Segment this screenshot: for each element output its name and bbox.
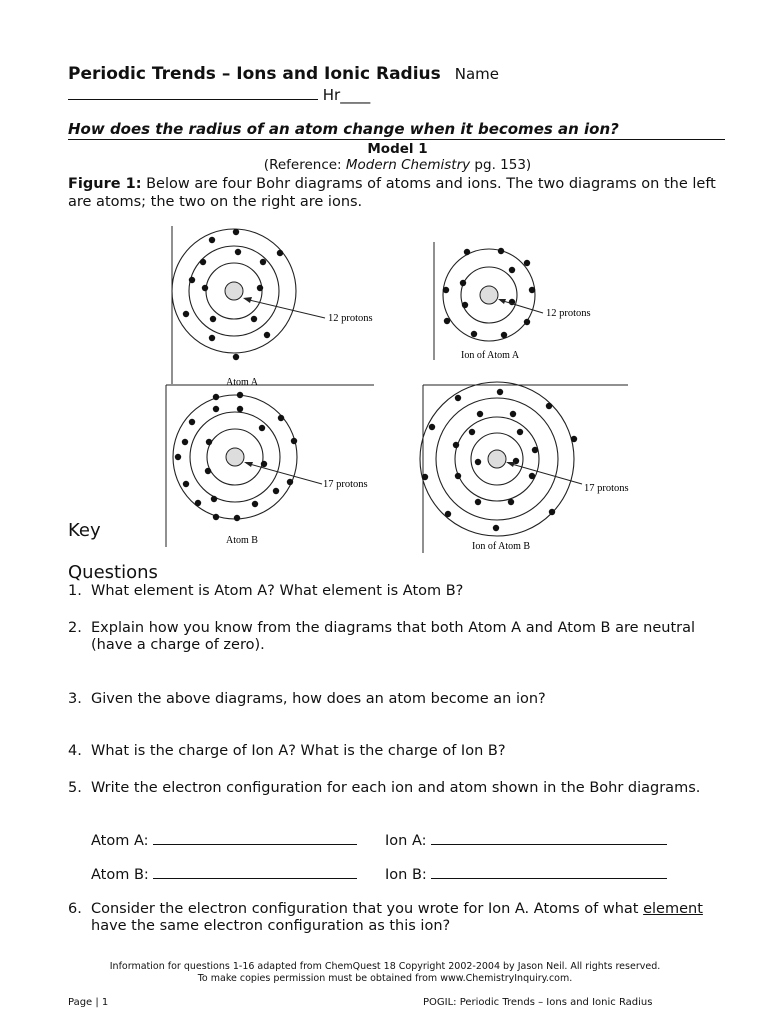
question-4 — [68, 743, 738, 760]
atom-b-config-blank[interactable] — [153, 866, 357, 879]
question-text: What is the charge of Ion A? What is the charge of Ion B? — [91, 743, 506, 759]
ion-b-config — [385, 866, 667, 883]
page-number: Page | 1 — [68, 997, 109, 1008]
question-2 — [68, 620, 738, 654]
atom-b-caption: Atom B — [226, 535, 258, 546]
question-number: 5. — [68, 780, 82, 796]
name-label: Name — [454, 65, 500, 83]
footer-note — [0, 961, 770, 985]
atom-a-config-blank[interactable] — [153, 832, 357, 845]
question-number: 1. — [68, 583, 82, 599]
footer-note-line1: Information for questions 1-16 adapted from ChemQuest 18 Copyright 2002-2004 by Jason Neil. All rights reserved. — [109, 961, 661, 972]
atom-a-protons: 12 protons — [328, 313, 373, 324]
model-label: Model 1 — [367, 141, 428, 157]
question-text: What element is Atom A? What element is Atom B? — [91, 583, 464, 599]
reference-book: Modern Chemistry — [345, 157, 471, 173]
figure-label: Figure 1: — [68, 176, 142, 192]
ion-b-caption: Ion of Atom B — [472, 541, 531, 552]
question-number: 6. — [68, 901, 82, 917]
atom-a-diagram — [172, 229, 373, 388]
ion-a-config-label: Ion A: — [385, 833, 432, 849]
ion-a-diagram — [443, 248, 591, 361]
page-title: Periodic Trends – Ions and Ionic Radius — [68, 64, 441, 84]
question-text: Write the electron configuration for each ion and atom shown in the Bohr diagrams. — [91, 780, 701, 796]
question-text — [91, 901, 738, 935]
question-text: Given the above diagrams, how does an atom become an ion? — [91, 691, 546, 707]
atom-b-config-label: Atom B: — [91, 867, 154, 883]
question-5 — [68, 780, 738, 797]
hr-label: Hr____ — [322, 86, 371, 104]
ion-b-config-blank[interactable] — [431, 866, 667, 879]
ion-b-config-label: Ion B: — [385, 867, 432, 883]
question-3 — [68, 691, 738, 708]
figure-text: Below are four Bohr diagrams of atoms and ions. The two diagrams on the left are atoms; the two on the right are ions. — [68, 176, 716, 210]
question-number: 2. — [68, 620, 82, 636]
footer-title: POGIL: Periodic Trends – Ions and Ionic Radius — [423, 997, 653, 1008]
question-text-pre: Consider the electron configuration that you wrote for Ion A. Atoms of what — [91, 901, 644, 917]
question-6 — [68, 901, 738, 935]
ion-a-config — [385, 832, 667, 849]
reference-suffix: pg. 153) — [470, 157, 532, 173]
ion-b-diagram — [420, 382, 629, 552]
atom-a-config — [91, 832, 357, 849]
atom-b-diagram — [173, 392, 368, 546]
reference-prefix: (Reference: — [263, 157, 346, 173]
ion-a-caption: Ion of Atom A — [461, 350, 520, 361]
question-text-post: have the same electron configuration as this ion? — [91, 918, 451, 934]
atom-b-config — [91, 866, 357, 883]
question-text: Explain how you know from the diagrams that both Atom A and Atom B are neutral (have a charge of zero). — [91, 620, 696, 653]
ion-b-protons: 17 protons — [584, 483, 629, 494]
question-number: 3. — [68, 691, 82, 707]
question-number: 4. — [68, 743, 82, 759]
atom-a-config-label: Atom A: — [91, 833, 154, 849]
key-heading: Key — [68, 520, 101, 541]
ion-a-config-blank[interactable] — [431, 832, 667, 845]
question-1 — [68, 583, 738, 600]
ion-a-protons: 12 protons — [546, 308, 591, 319]
footer-note-line2: To make copies permission must be obtained from www.ChemistryInquiry.com. — [197, 973, 573, 984]
atom-b-protons: 17 protons — [323, 479, 368, 490]
atom-a-caption: Atom A — [226, 377, 258, 388]
questions-heading: Questions — [68, 562, 158, 583]
question-text-underlined: element — [643, 901, 703, 917]
main-question: How does the radius of an atom change when it becomes an ion? — [68, 120, 725, 140]
